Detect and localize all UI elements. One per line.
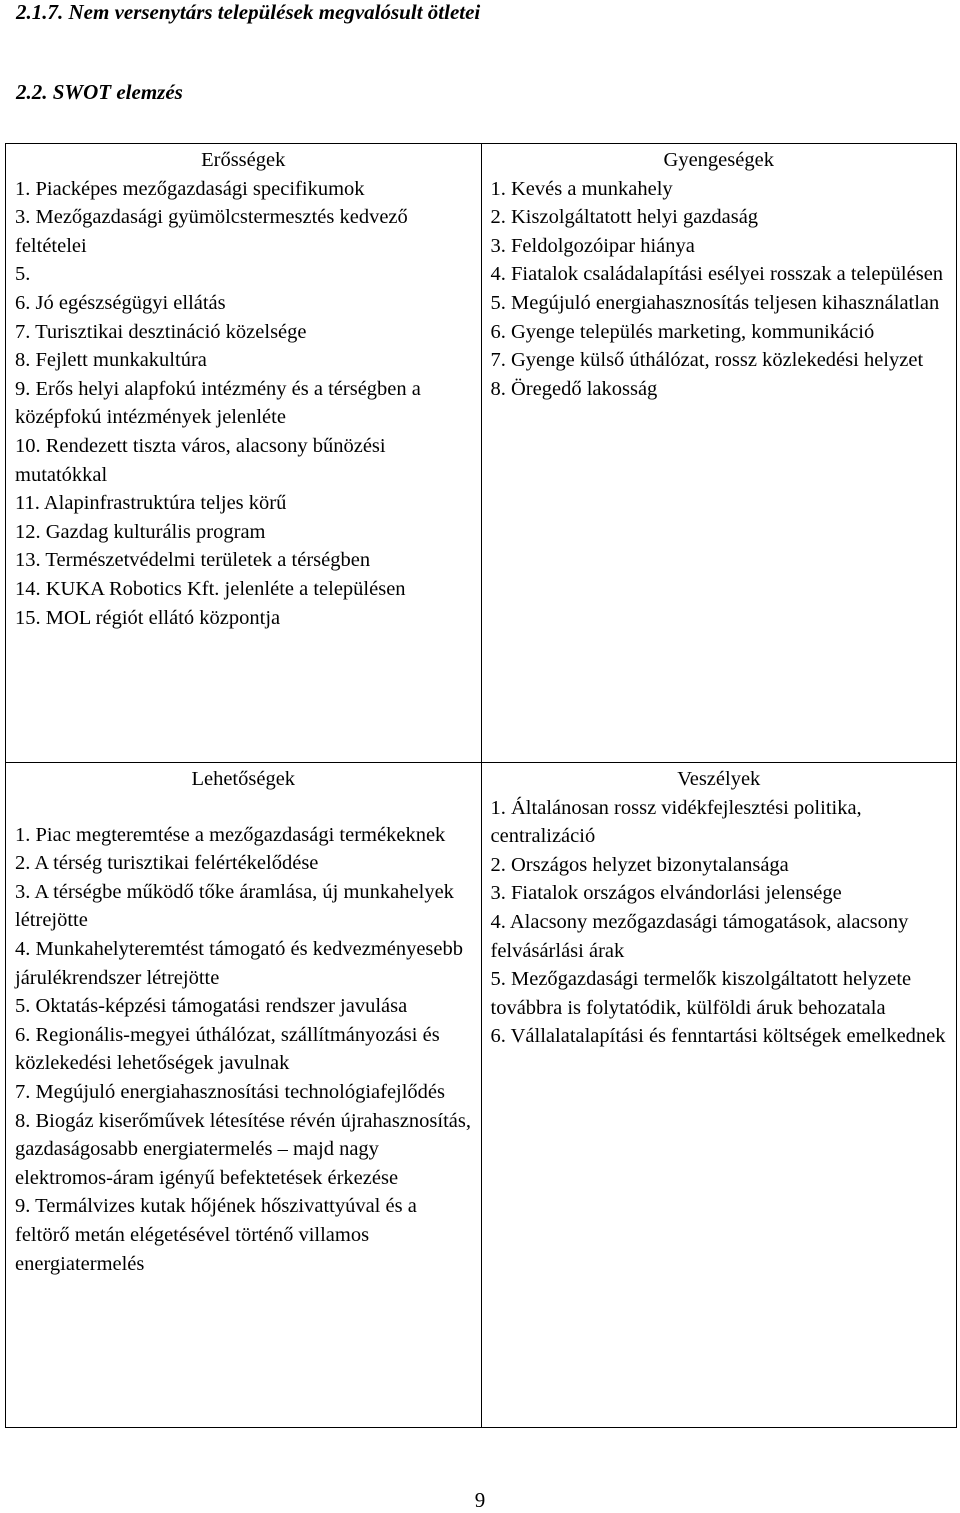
swot-heading: 2.2. SWOT elemzés bbox=[16, 80, 183, 104]
opportunity-item: 6. Regionális-megyei úthálózat, szállítmányozási és közlekedési lehetőségek javulnak bbox=[15, 1023, 440, 1075]
threat-item: 4. Alacsony mezőgazdasági támogatások, alacsony felvásárlási árak bbox=[490, 910, 909, 962]
strength-item: 10. Rendezett tiszta város, alacsony bűnözési mutatókkal bbox=[15, 434, 386, 486]
weakness-item: 4. Fiatalok családalapítási esélyei rosszak a településen bbox=[490, 263, 944, 286]
strength-item: 15. MOL régiót ellátó központja bbox=[15, 606, 281, 629]
opportunity-item: 7. Megújuló energiahasznosítási technológiafejlődés bbox=[15, 1080, 446, 1103]
opportunity-item: 2. A térség turisztikai felértékelődése bbox=[15, 852, 319, 875]
strength-item: 14. KUKA Robotics Kft. jelenléte a településen bbox=[15, 577, 406, 600]
strength-item: 11. Alapinfrastruktúra teljes körű bbox=[15, 492, 287, 515]
strength-item: 5. bbox=[15, 263, 31, 286]
opportunity-item: 4. Munkahelyteremtést támogató és kedvezményesebb járulékrendszer létrejötte bbox=[15, 937, 464, 989]
opportunity-item: 1. Piac megteremtése a mezőgazdasági termékeknek bbox=[15, 823, 446, 846]
threat-item: 3. Fiatalok országos elvándorlási jelensége bbox=[490, 882, 842, 905]
strength-item: 3. Mezőgazdasági gyümölcstermesztés kedvező feltételei bbox=[15, 206, 408, 257]
opportunity-item: 3. A térségbe működő tőke áramlása, új munkahelyek létrejötte bbox=[15, 880, 454, 932]
opportunity-item: 9. Termálvizes kutak hőjének hőszivattyúval és a feltörő metán elégetésével történő villamos energiatermelés bbox=[15, 1195, 417, 1275]
weakness-item: 8. Öregedő lakosság bbox=[490, 377, 658, 400]
weakness-item: 3. Feldolgozóipar hiánya bbox=[490, 234, 695, 257]
strength-item: 8. Fejlett munkakultúra bbox=[15, 349, 207, 372]
threat-item: 2. Országos helyzet bizonytalansága bbox=[490, 853, 789, 876]
strength-item: 9. Erős helyi alapfokú intézmény és a térségben a középfokú intézmények jelenléte bbox=[15, 377, 421, 429]
weakness-item: 6. Gyenge település marketing, kommunikáció bbox=[490, 320, 875, 343]
threat-item: 6. Vállalatalapítási és fenntartási költségek emelkednek bbox=[490, 1025, 946, 1048]
swot-table bbox=[5, 143, 957, 1428]
page-number: 9 bbox=[474, 1488, 486, 1512]
strength-item: 13. Természetvédelmi területek a térségben bbox=[15, 549, 371, 572]
weaknesses-title: Gyengeségek bbox=[663, 149, 774, 171]
threat-item: 5. Mezőgazdasági termelők kiszolgáltatott helyzete továbbra is folytatódik, külföldi áruk behozatala bbox=[490, 968, 912, 1019]
opportunities-title: Lehetőségek bbox=[191, 768, 296, 790]
strength-item: 6. Jó egészségügyi ellátás bbox=[15, 291, 226, 314]
opportunities-cell bbox=[6, 763, 482, 1428]
opportunity-item: 5. Oktatás-képzési támogatási rendszer javulása bbox=[15, 995, 408, 1018]
section-heading: 2.1.7. Nem versenytárs települések megvalósult ötletei bbox=[16, 0, 481, 24]
opportunity-item: 8. Biogáz kiserőművek létesítése révén újrahasznosítás, gazdaságosabb energiatermelés – majd nagy elektromos-áram igényű befektetések érkezése bbox=[15, 1109, 471, 1189]
strengths-title: Erősségek bbox=[201, 149, 286, 171]
threats-title: Veszélyek bbox=[677, 768, 761, 790]
threat-item: 1. Általánosan rossz vidékfejlesztési politika, centralizáció bbox=[490, 796, 862, 848]
weakness-item: 1. Kevés a munkahely bbox=[490, 177, 673, 200]
threats-cell bbox=[481, 763, 957, 1428]
weakness-item: 2. Kiszolgáltatott helyi gazdaság bbox=[490, 206, 759, 229]
weakness-item: 5. Megújuló energiahasznosítás teljesen kihasználatlan bbox=[490, 291, 940, 314]
strength-item: 7. Turisztikai desztináció közelsége bbox=[15, 320, 307, 343]
weaknesses-cell bbox=[481, 144, 957, 763]
strength-item: 12. Gazdag kulturális program bbox=[15, 520, 266, 543]
strength-item: 1. Piacképes mezőgazdasági specifikumok bbox=[15, 177, 365, 200]
weakness-item: 7. Gyenge külső úthálózat, rossz közlekedési helyzet bbox=[490, 349, 924, 372]
strengths-cell bbox=[6, 144, 482, 763]
